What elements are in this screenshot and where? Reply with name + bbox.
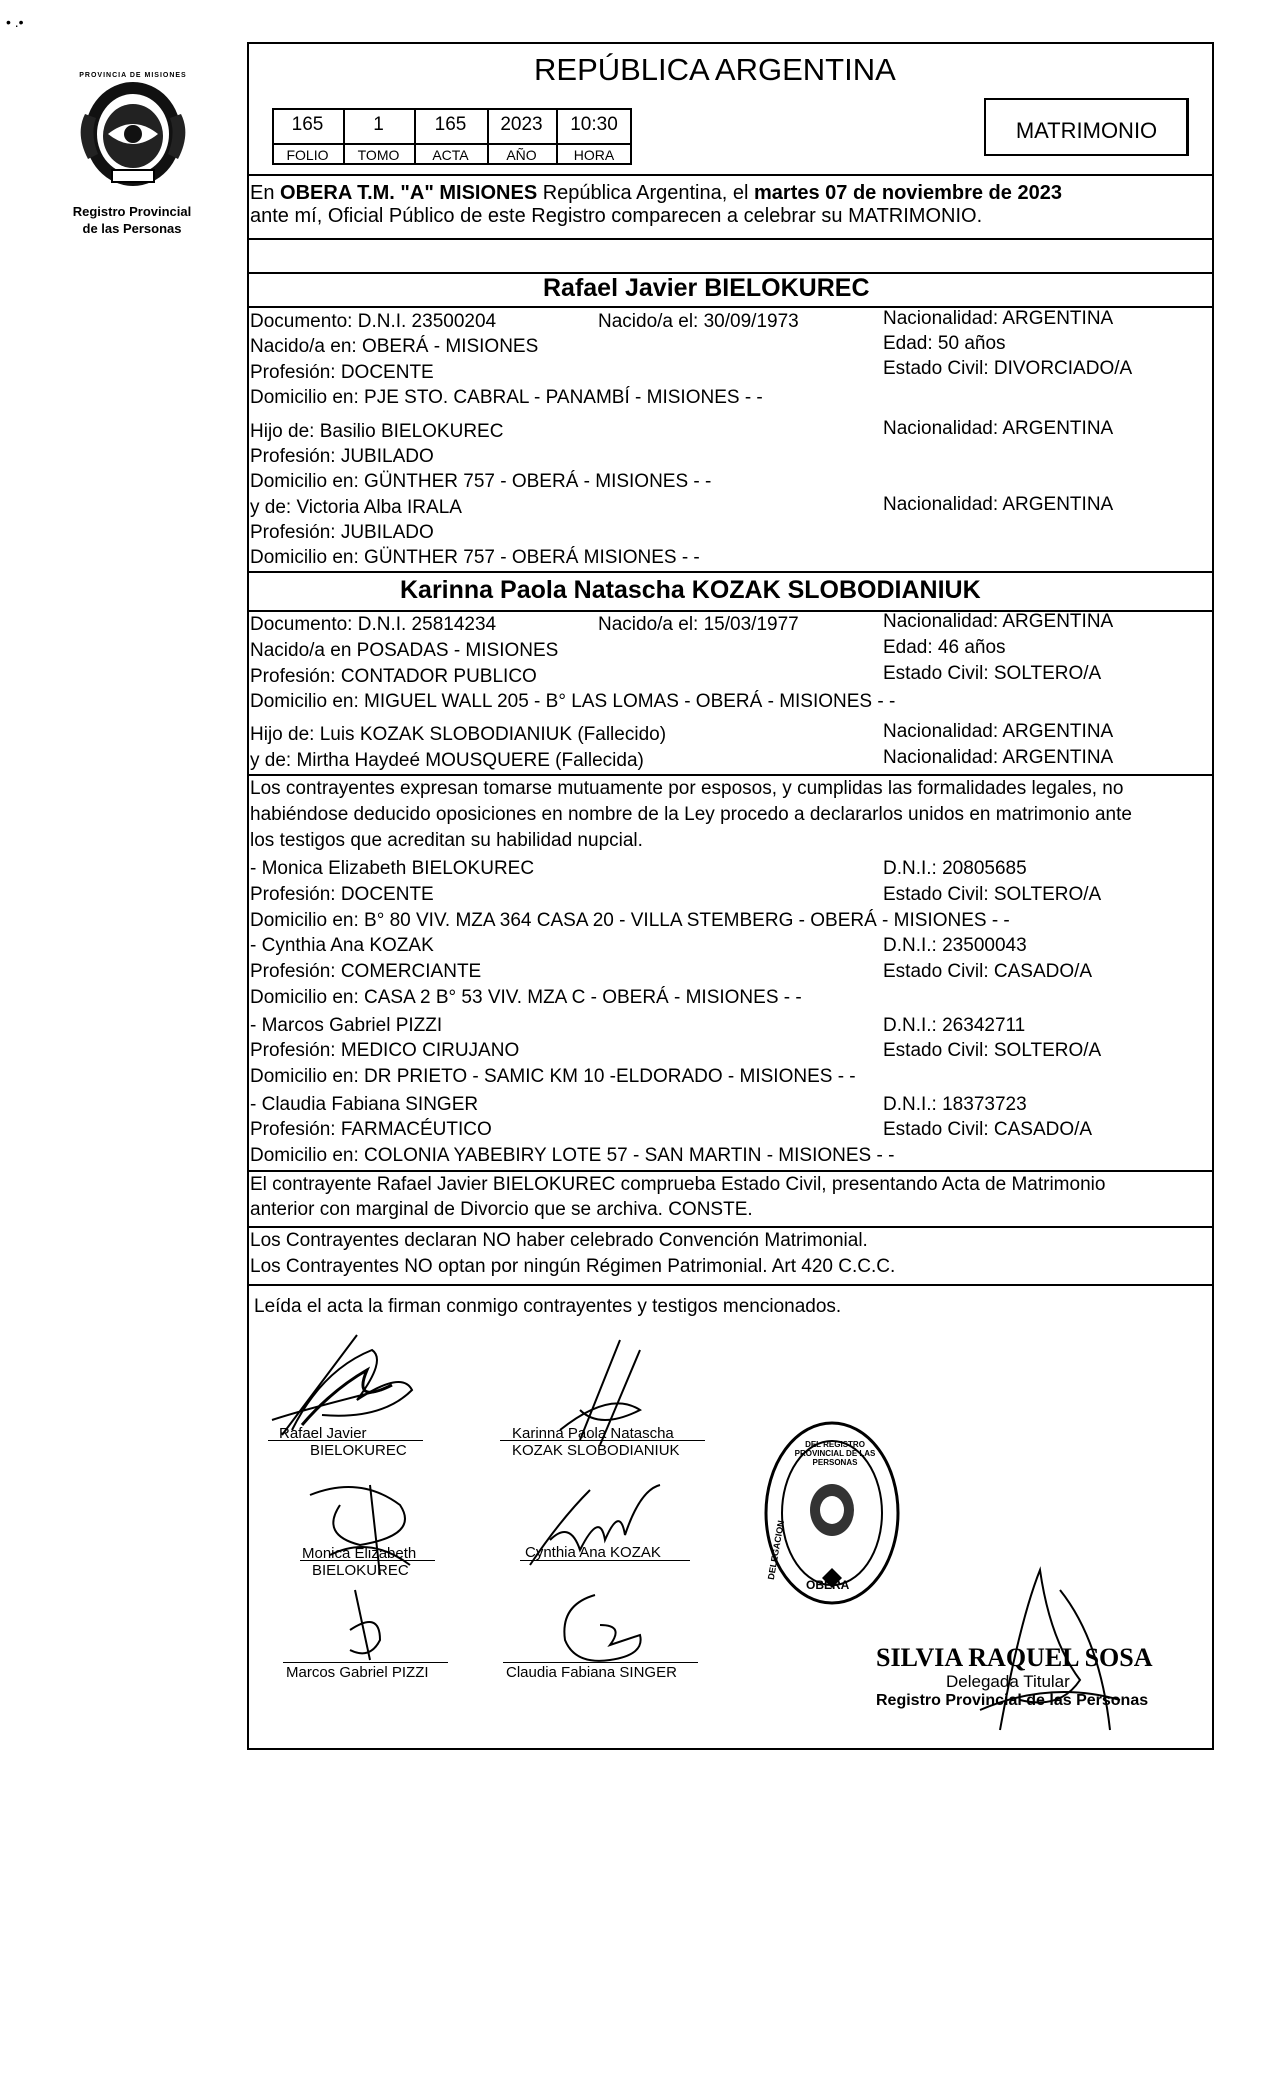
registry-caption-line2: de las Personas xyxy=(82,221,182,236)
witness-4-estado-civil: Estado Civil: CASADO/A xyxy=(883,1119,1093,1140)
witness-3-signature xyxy=(330,1580,410,1670)
witness-2-estado-civil: Estado Civil: CASADO/A xyxy=(883,961,1093,982)
groom-edad: Edad: 50 años xyxy=(883,333,1006,354)
witness-1-dni: D.N.I.: 20805685 xyxy=(883,858,1027,879)
witness-1-domicilio: Domicilio en: B° 80 VIV. MZA 364 CASA 20 - VILLA STEMBERG - OBERÁ - MISIONES - - xyxy=(250,910,1010,931)
witness-3-domicilio: Domicilio en: DR PRIETO - SAMIC KM 10 -ELDORADO - MISIONES - - xyxy=(250,1066,856,1087)
intro-en: En xyxy=(250,182,275,204)
groom-nacido-en: Nacido/a en: OBERÁ - MISIONES xyxy=(250,336,539,357)
bride-edad: Edad: 46 años xyxy=(883,637,1006,658)
bride-nacido-el: Nacido/a el: 15/03/1977 xyxy=(598,614,799,635)
witness-1-name: - Monica Elizabeth BIELOKUREC xyxy=(250,858,535,879)
bride-domicilio: Domicilio en: MIGUEL WALL 205 - B° LAS LOMAS - OBERÁ - MISIONES - - xyxy=(250,691,896,712)
meta-acta-value: 165 xyxy=(434,114,467,135)
groom-signature xyxy=(262,1330,422,1440)
groom-documento: Documento: D.N.I. 23500204 xyxy=(250,311,497,332)
meta-tomo-value: 1 xyxy=(373,114,384,135)
witness-3-name: - Marcos Gabriel PIZZI xyxy=(250,1015,443,1036)
witness-1-estado-civil: Estado Civil: SOLTERO/A xyxy=(883,884,1102,905)
bride-father: Hijo de: Luis KOZAK SLOBODIANIUK (Fallecido) xyxy=(250,724,667,745)
convention-line2: Los Contrayentes NO optan por ningún Régimen Patrimonial. Art 420 C.C.C. xyxy=(250,1256,896,1277)
witness-3-dni: D.N.I.: 26342711 xyxy=(883,1015,1026,1036)
groom-father-nacionalidad: Nacionalidad: ARGENTINA xyxy=(883,418,1114,439)
meta-hora-value: 10:30 xyxy=(570,114,618,135)
bride-nacionalidad: Nacionalidad: ARGENTINA xyxy=(883,611,1114,632)
witness-1-profesion: Profesión: DOCENTE xyxy=(250,884,434,905)
bride-mother-nacionalidad: Nacionalidad: ARGENTINA xyxy=(883,747,1114,768)
witness-2-domicilio: Domicilio en: CASA 2 B° 53 VIV. MZA C - OBERÁ - MISIONES - - xyxy=(250,987,802,1008)
groom-mother-domicilio: Domicilio en: GÜNTHER 757 - OBERÁ MISIONES - - xyxy=(250,547,700,568)
registry-emblem-text: PROVINCIA DE MISIONES xyxy=(79,72,187,79)
bride-documento: Documento: D.N.I. 25814234 xyxy=(250,614,497,635)
meta-hora-label: HORA xyxy=(573,147,615,163)
note-line1: El contrayente Rafael Javier BIELOKUREC comprueba Estado Civil, presentando Acta de Matrimonio xyxy=(250,1174,1106,1195)
groom-nacionalidad: Nacionalidad: ARGENTINA xyxy=(883,308,1114,329)
groom-nacido-el: Nacido/a el: 30/09/1973 xyxy=(598,311,799,332)
groom-father-domicilio: Domicilio en: GÜNTHER 757 - OBERÁ - MISIONES - - xyxy=(250,471,712,492)
witness-4-dni: D.N.I.: 18373723 xyxy=(883,1094,1027,1115)
meta-acta-label: ACTA xyxy=(432,147,469,163)
groom-mother: y de: Victoria Alba IRALA xyxy=(250,497,462,518)
official-name: SILVIA RAQUEL SOSA xyxy=(876,1643,1153,1672)
bride-father-nacionalidad: Nacionalidad: ARGENTINA xyxy=(883,721,1114,742)
seal-text-top: DEL REGISTRO PROVINCIAL DE LAS PERSONAS xyxy=(794,1440,876,1467)
groom-domicilio: Domicilio en: PJE STO. CABRAL - PANAMBÍ - MISIONES - - xyxy=(250,387,763,408)
sig-w1-1: Monica Elizabeth xyxy=(302,1545,417,1562)
registry-logo xyxy=(70,74,196,194)
sig-bride-2: KOZAK SLOBODIANIUK xyxy=(512,1442,680,1459)
meta-ano-label: AÑO xyxy=(506,147,537,163)
sig-groom-2: BIELOKUREC xyxy=(310,1442,407,1459)
registry-caption-line1: Registro Provincial xyxy=(72,204,192,219)
registry-emblem-icon xyxy=(70,74,196,194)
sig-w4: Claudia Fabiana SINGER xyxy=(506,1664,677,1681)
meta-ano-value: 2023 xyxy=(500,114,543,135)
bride-nacido-en: Nacido/a en POSADAS - MISIONES xyxy=(250,640,559,661)
corner-mark: • .• xyxy=(6,14,24,30)
groom-profesion: Profesión: DOCENTE xyxy=(250,362,434,383)
bride-estado-civil: Estado Civil: SOLTERO/A xyxy=(883,663,1102,684)
sig-groom-1: Rafael Javier xyxy=(279,1425,367,1442)
official-org: Registro Provincial de las Personas xyxy=(876,1692,1149,1709)
groom-mother-nacionalidad: Nacionalidad: ARGENTINA xyxy=(883,494,1114,515)
intro-date: martes 07 de noviembre de 2023 xyxy=(754,182,1062,204)
sig-bride-1: Karinna Paola Natascha xyxy=(512,1425,674,1442)
groom-mother-profesion: Profesión: JUBILADO xyxy=(250,522,434,543)
groom-estado-civil: Estado Civil: DIVORCIADO/A xyxy=(883,358,1133,379)
witness-2-dni: D.N.I.: 23500043 xyxy=(883,935,1027,956)
meta-tomo-label: TOMO xyxy=(357,147,400,163)
declaration-line3: los testigos que acreditan su habilidad nupcial. xyxy=(250,830,643,851)
bride-mother: y de: Mirtha Haydeé MOUSQUERE (Fallecida) xyxy=(250,750,644,771)
groom-father-profesion: Profesión: JUBILADO xyxy=(250,446,434,467)
groom-father: Hijo de: Basilio BIELOKUREC xyxy=(250,421,504,442)
official-role: Delegada Titular xyxy=(946,1672,1070,1691)
declaration-line2: habiéndose deducido oposiciones en nombre de la Ley procedo a declararlos unidos en matrimonio ante xyxy=(250,804,1132,825)
witness-4-domicilio: Domicilio en: COLONIA YABEBIRY LOTE 57 - SAN MARTIN - MISIONES - - xyxy=(250,1145,895,1166)
intro-place: OBERA T.M. "A" MISIONES xyxy=(280,182,538,204)
witness-3-profesion: Profesión: MEDICO CIRUJANO xyxy=(250,1040,520,1061)
sig-w1-2: BIELOKUREC xyxy=(312,1562,409,1579)
witness-4-name: - Claudia Fabiana SINGER xyxy=(250,1094,479,1115)
intro-country: República Argentina, el xyxy=(542,182,749,204)
sig-w2: Cynthia Ana KOZAK xyxy=(525,1544,661,1561)
convention-line1: Los Contrayentes declaran NO haber celebrado Convención Matrimonial. xyxy=(250,1230,868,1251)
act-type: MATRIMONIO xyxy=(1015,118,1158,143)
intro-line1 xyxy=(250,182,1062,204)
seal-text-left: DELEGACION xyxy=(765,1519,787,1581)
meta-folio-value: 165 xyxy=(291,114,324,135)
witness-4-profesion: Profesión: FARMACÉUTICO xyxy=(250,1119,492,1140)
sig-w3: Marcos Gabriel PIZZI xyxy=(286,1664,429,1681)
bride-profesion: Profesión: CONTADOR PUBLICO xyxy=(250,666,537,687)
bride-name: Karinna Paola Natascha KOZAK SLOBODIANIUK xyxy=(400,576,981,604)
declaration-line1: Los contrayentes expresan tomarse mutuamente por esposos, y cumplidas las formalidades legales, no xyxy=(250,778,1124,799)
groom-name: Rafael Javier BIELOKUREC xyxy=(543,274,870,302)
witness-2-name: - Cynthia Ana KOZAK xyxy=(250,935,434,956)
witness-2-profesion: Profesión: COMERCIANTE xyxy=(250,961,482,982)
seal-text-bottom: OBERA xyxy=(806,1578,850,1592)
meta-folio-label: FOLIO xyxy=(286,147,329,163)
country-title: REPÚBLICA ARGENTINA xyxy=(534,52,896,87)
reading-line: Leída el acta la firman conmigo contrayentes y testigos mencionados. xyxy=(254,1296,842,1317)
intro-line2: ante mí, Oficial Público de este Registro comparecen a celebrar su MATRIMONIO. xyxy=(250,205,983,227)
witness-3-estado-civil: Estado Civil: SOLTERO/A xyxy=(883,1040,1102,1061)
note-line2: anterior con marginal de Divorcio que se archiva. CONSTE. xyxy=(250,1199,753,1220)
